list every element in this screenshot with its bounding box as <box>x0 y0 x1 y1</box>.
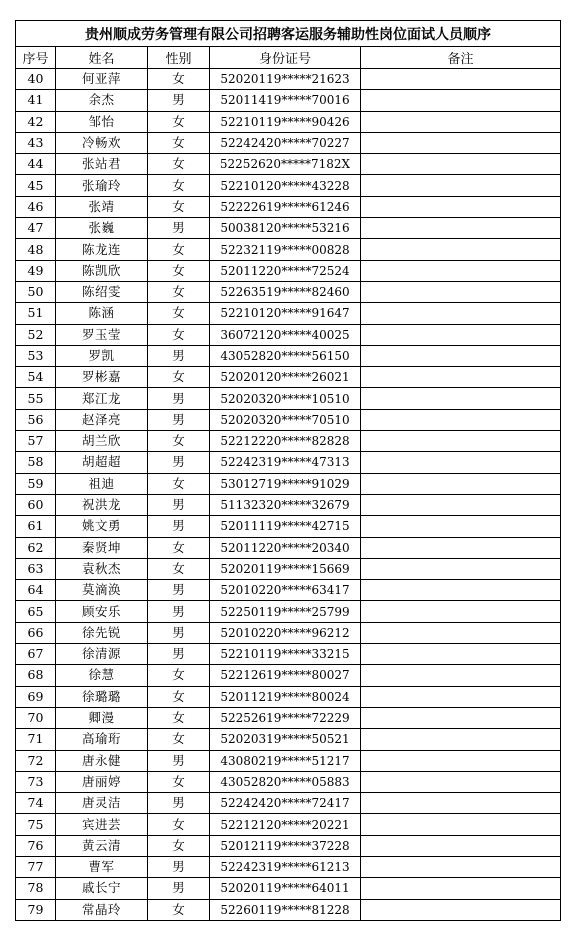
cell-name: 祖迪 <box>56 473 148 494</box>
cell-gender: 女 <box>148 239 210 260</box>
cell-id-number: 52212619*****80027 <box>210 665 361 686</box>
cell-name: 袁秋杰 <box>56 558 148 579</box>
cell-gender: 男 <box>148 793 210 814</box>
cell-seq: 59 <box>16 473 56 494</box>
cell-seq: 56 <box>16 409 56 430</box>
cell-name: 徐璐璐 <box>56 686 148 707</box>
cell-id-number: 52011119*****42715 <box>210 516 361 537</box>
cell-note <box>361 473 561 494</box>
cell-gender: 男 <box>148 218 210 239</box>
cell-note <box>361 324 561 345</box>
cell-seq: 54 <box>16 367 56 388</box>
cell-id-number: 52232119*****00828 <box>210 239 361 260</box>
cell-note <box>361 431 561 452</box>
table-row <box>16 665 561 686</box>
cell-note <box>361 580 561 601</box>
cell-note <box>361 878 561 899</box>
cell-seq: 52 <box>16 324 56 345</box>
cell-gender: 女 <box>148 175 210 196</box>
cell-name: 冷畅欢 <box>56 132 148 153</box>
cell-gender: 女 <box>148 367 210 388</box>
cell-seq: 76 <box>16 835 56 856</box>
cell-gender: 女 <box>148 686 210 707</box>
cell-name: 张站君 <box>56 154 148 175</box>
table-row <box>16 69 561 90</box>
table-row <box>16 196 561 217</box>
table-row <box>16 154 561 175</box>
cell-name: 卿漫 <box>56 707 148 728</box>
cell-seq: 49 <box>16 260 56 281</box>
cell-seq: 50 <box>16 281 56 302</box>
cell-seq: 72 <box>16 750 56 771</box>
cell-note <box>361 281 561 302</box>
table-row <box>16 537 561 558</box>
cell-id-number: 52252620*****7182X <box>210 154 361 175</box>
table-row <box>16 260 561 281</box>
cell-note <box>361 899 561 920</box>
cell-note <box>361 665 561 686</box>
cell-gender: 男 <box>148 644 210 665</box>
cell-name: 赵泽亮 <box>56 409 148 430</box>
cell-gender: 女 <box>148 154 210 175</box>
cell-id-number: 52210120*****91647 <box>210 303 361 324</box>
cell-note <box>361 856 561 877</box>
cell-gender: 男 <box>148 494 210 515</box>
cell-id-number: 43080219*****51217 <box>210 750 361 771</box>
table-row <box>16 132 561 153</box>
cell-id-number: 52011219*****80024 <box>210 686 361 707</box>
table-row <box>16 111 561 132</box>
cell-name: 张巍 <box>56 218 148 239</box>
cell-id-number: 52020119*****64011 <box>210 878 361 899</box>
cell-note <box>361 90 561 111</box>
table-row <box>16 558 561 579</box>
table-row <box>16 303 561 324</box>
header-note: 备注 <box>361 47 561 69</box>
cell-gender: 女 <box>148 835 210 856</box>
cell-seq: 51 <box>16 303 56 324</box>
cell-gender: 男 <box>148 452 210 473</box>
cell-seq: 61 <box>16 516 56 537</box>
cell-id-number: 52242420*****72417 <box>210 793 361 814</box>
cell-seq: 65 <box>16 601 56 622</box>
cell-name: 曹军 <box>56 856 148 877</box>
cell-name: 邹怡 <box>56 111 148 132</box>
cell-seq: 64 <box>16 580 56 601</box>
cell-name: 常晶玲 <box>56 899 148 920</box>
cell-note <box>361 154 561 175</box>
cell-note <box>361 537 561 558</box>
cell-id-number: 43052820*****05883 <box>210 771 361 792</box>
cell-note <box>361 750 561 771</box>
cell-name: 罗凯 <box>56 345 148 366</box>
cell-name: 黄云清 <box>56 835 148 856</box>
table-row <box>16 856 561 877</box>
cell-name: 陈绍雯 <box>56 281 148 302</box>
cell-id-number: 52020119*****15669 <box>210 558 361 579</box>
cell-note <box>361 345 561 366</box>
cell-seq: 47 <box>16 218 56 239</box>
cell-id-number: 52263519*****82460 <box>210 281 361 302</box>
cell-id-number: 52011220*****20340 <box>210 537 361 558</box>
cell-gender: 女 <box>148 729 210 750</box>
interview-order-table <box>15 20 561 921</box>
cell-id-number: 36072120*****40025 <box>210 324 361 345</box>
table-row <box>16 239 561 260</box>
cell-id-number: 52011419*****70016 <box>210 90 361 111</box>
cell-seq: 70 <box>16 707 56 728</box>
cell-gender: 女 <box>148 281 210 302</box>
cell-name: 高瑜珩 <box>56 729 148 750</box>
cell-name: 罗彬嘉 <box>56 367 148 388</box>
cell-gender: 男 <box>148 90 210 111</box>
cell-id-number: 52212220*****82828 <box>210 431 361 452</box>
cell-id-number: 53012719*****91029 <box>210 473 361 494</box>
cell-name: 余杰 <box>56 90 148 111</box>
cell-id-number: 52010220*****63417 <box>210 580 361 601</box>
cell-id-number: 52020120*****26021 <box>210 367 361 388</box>
cell-id-number: 43052820*****56150 <box>210 345 361 366</box>
cell-id-number: 52210119*****90426 <box>210 111 361 132</box>
cell-seq: 66 <box>16 622 56 643</box>
table-row <box>16 281 561 302</box>
cell-gender: 女 <box>148 814 210 835</box>
cell-note <box>361 452 561 473</box>
cell-seq: 40 <box>16 69 56 90</box>
cell-gender: 女 <box>148 132 210 153</box>
cell-id-number: 52012119*****37228 <box>210 835 361 856</box>
cell-id-number: 52010220*****96212 <box>210 622 361 643</box>
cell-gender: 女 <box>148 899 210 920</box>
cell-gender: 女 <box>148 111 210 132</box>
cell-gender: 女 <box>148 431 210 452</box>
cell-seq: 73 <box>16 771 56 792</box>
cell-note <box>361 239 561 260</box>
cell-note <box>361 218 561 239</box>
table-row <box>16 686 561 707</box>
cell-seq: 68 <box>16 665 56 686</box>
title-row <box>16 21 561 47</box>
table-row <box>16 324 561 345</box>
cell-id-number: 52242319*****61213 <box>210 856 361 877</box>
cell-note <box>361 814 561 835</box>
cell-gender: 女 <box>148 303 210 324</box>
table-row <box>16 388 561 409</box>
table-row <box>16 793 561 814</box>
cell-note <box>361 303 561 324</box>
cell-note <box>361 729 561 750</box>
header-row <box>16 47 561 69</box>
cell-seq: 48 <box>16 239 56 260</box>
table-row <box>16 878 561 899</box>
table-row <box>16 750 561 771</box>
cell-note <box>361 409 561 430</box>
cell-gender: 女 <box>148 537 210 558</box>
cell-gender: 男 <box>148 580 210 601</box>
table-row <box>16 494 561 515</box>
cell-id-number: 50038120*****53216 <box>210 218 361 239</box>
table-row <box>16 729 561 750</box>
table-body <box>16 69 561 921</box>
cell-note <box>361 644 561 665</box>
header-gender: 性别 <box>148 47 210 69</box>
cell-name: 罗玉莹 <box>56 324 148 345</box>
table-title: 贵州顺成劳务管理有限公司招聘客运服务辅助性岗位面试人员顺序 <box>16 21 561 47</box>
table-row <box>16 899 561 920</box>
cell-note <box>361 516 561 537</box>
cell-seq: 41 <box>16 90 56 111</box>
cell-gender: 男 <box>148 388 210 409</box>
cell-name: 徐先锐 <box>56 622 148 643</box>
cell-name: 张靖 <box>56 196 148 217</box>
cell-gender: 男 <box>148 856 210 877</box>
interview-order-sheet <box>15 20 560 921</box>
cell-seq: 46 <box>16 196 56 217</box>
cell-seq: 69 <box>16 686 56 707</box>
cell-note <box>361 622 561 643</box>
cell-gender: 女 <box>148 69 210 90</box>
cell-name: 郑江龙 <box>56 388 148 409</box>
cell-note <box>361 260 561 281</box>
table-row <box>16 218 561 239</box>
cell-note <box>361 558 561 579</box>
cell-name: 宾进芸 <box>56 814 148 835</box>
cell-name: 陈涵 <box>56 303 148 324</box>
cell-id-number: 52242319*****47313 <box>210 452 361 473</box>
cell-seq: 45 <box>16 175 56 196</box>
cell-name: 秦贤坤 <box>56 537 148 558</box>
table-row <box>16 622 561 643</box>
table-row <box>16 345 561 366</box>
cell-id-number: 51132320*****32679 <box>210 494 361 515</box>
cell-seq: 44 <box>16 154 56 175</box>
cell-name: 张瑜玲 <box>56 175 148 196</box>
cell-gender: 女 <box>148 707 210 728</box>
table-row <box>16 516 561 537</box>
header-name: 姓名 <box>56 47 148 69</box>
cell-name: 戚长宁 <box>56 878 148 899</box>
header-seq: 序号 <box>16 47 56 69</box>
table-row <box>16 473 561 494</box>
cell-name: 徐清源 <box>56 644 148 665</box>
cell-seq: 75 <box>16 814 56 835</box>
cell-seq: 55 <box>16 388 56 409</box>
cell-note <box>361 175 561 196</box>
cell-name: 顾安乐 <box>56 601 148 622</box>
cell-seq: 62 <box>16 537 56 558</box>
cell-gender: 女 <box>148 473 210 494</box>
cell-gender: 男 <box>148 601 210 622</box>
cell-gender: 女 <box>148 324 210 345</box>
cell-note <box>361 367 561 388</box>
cell-id-number: 52210119*****33215 <box>210 644 361 665</box>
cell-note <box>361 835 561 856</box>
cell-seq: 42 <box>16 111 56 132</box>
cell-seq: 43 <box>16 132 56 153</box>
cell-id-number: 52020119*****21623 <box>210 69 361 90</box>
cell-name: 姚文勇 <box>56 516 148 537</box>
cell-gender: 男 <box>148 516 210 537</box>
cell-note <box>361 686 561 707</box>
cell-id-number: 52210120*****43228 <box>210 175 361 196</box>
cell-id-number: 52020320*****70510 <box>210 409 361 430</box>
cell-gender: 女 <box>148 558 210 579</box>
cell-note <box>361 132 561 153</box>
cell-note <box>361 707 561 728</box>
cell-note <box>361 494 561 515</box>
cell-gender: 男 <box>148 409 210 430</box>
cell-seq: 79 <box>16 899 56 920</box>
cell-gender: 女 <box>148 665 210 686</box>
cell-name: 陈凯欣 <box>56 260 148 281</box>
table-row <box>16 707 561 728</box>
cell-id-number: 52020320*****10510 <box>210 388 361 409</box>
cell-seq: 71 <box>16 729 56 750</box>
cell-id-number: 52212120*****20221 <box>210 814 361 835</box>
cell-gender: 男 <box>148 345 210 366</box>
cell-id-number: 52222619*****61246 <box>210 196 361 217</box>
cell-name: 陈龙连 <box>56 239 148 260</box>
cell-gender: 女 <box>148 260 210 281</box>
cell-name: 何亚萍 <box>56 69 148 90</box>
cell-seq: 77 <box>16 856 56 877</box>
cell-id-number: 52011220*****72524 <box>210 260 361 281</box>
cell-note <box>361 69 561 90</box>
cell-note <box>361 771 561 792</box>
cell-gender: 男 <box>148 750 210 771</box>
cell-gender: 男 <box>148 878 210 899</box>
table-row <box>16 175 561 196</box>
cell-id-number: 52250119*****25799 <box>210 601 361 622</box>
cell-note <box>361 111 561 132</box>
table-row <box>16 452 561 473</box>
table-row <box>16 431 561 452</box>
table-row <box>16 601 561 622</box>
cell-seq: 67 <box>16 644 56 665</box>
cell-name: 莫滴涣 <box>56 580 148 601</box>
table-row <box>16 771 561 792</box>
table-row <box>16 835 561 856</box>
cell-seq: 53 <box>16 345 56 366</box>
cell-name: 徐慧 <box>56 665 148 686</box>
cell-name: 胡兰欣 <box>56 431 148 452</box>
cell-seq: 63 <box>16 558 56 579</box>
cell-gender: 女 <box>148 771 210 792</box>
cell-id-number: 52242420*****70227 <box>210 132 361 153</box>
table-row <box>16 644 561 665</box>
table-row <box>16 90 561 111</box>
cell-name: 唐永健 <box>56 750 148 771</box>
table-row <box>16 814 561 835</box>
cell-name: 祝洪龙 <box>56 494 148 515</box>
cell-note <box>361 196 561 217</box>
cell-note <box>361 601 561 622</box>
cell-name: 唐丽婷 <box>56 771 148 792</box>
cell-note <box>361 793 561 814</box>
cell-seq: 60 <box>16 494 56 515</box>
cell-gender: 女 <box>148 196 210 217</box>
cell-seq: 58 <box>16 452 56 473</box>
cell-seq: 78 <box>16 878 56 899</box>
cell-name: 唐灵洁 <box>56 793 148 814</box>
cell-id-number: 52252619*****72229 <box>210 707 361 728</box>
table-row <box>16 367 561 388</box>
cell-name: 胡超超 <box>56 452 148 473</box>
header-id: 身份证号 <box>210 47 361 69</box>
cell-gender: 男 <box>148 622 210 643</box>
cell-note <box>361 388 561 409</box>
cell-id-number: 52020319*****50521 <box>210 729 361 750</box>
cell-seq: 74 <box>16 793 56 814</box>
cell-seq: 57 <box>16 431 56 452</box>
table-row <box>16 409 561 430</box>
table-row <box>16 580 561 601</box>
cell-id-number: 52260119*****81228 <box>210 899 361 920</box>
